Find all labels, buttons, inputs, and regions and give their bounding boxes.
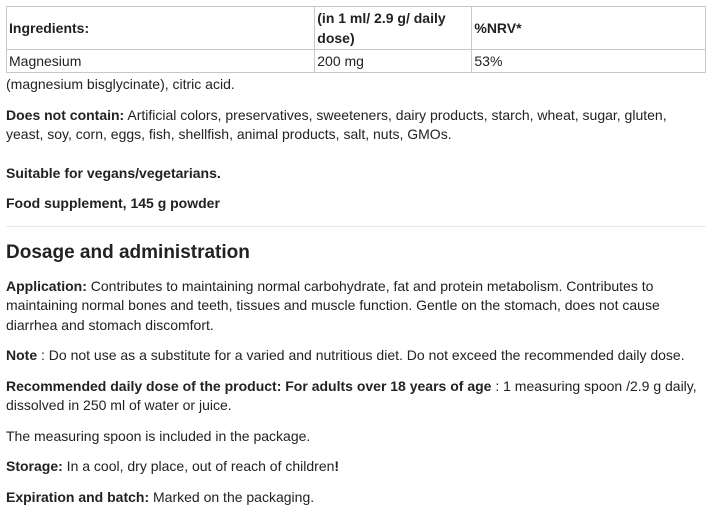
header-ingredients: Ingredients:	[7, 7, 315, 50]
header-dose: (in 1 ml/ 2.9 g/ daily dose)	[315, 7, 472, 50]
expiration	[6, 488, 706, 508]
section-divider	[6, 226, 706, 227]
does-not-contain	[6, 106, 706, 145]
note	[6, 346, 706, 366]
cell-ingredient-amount: 200 mg	[315, 50, 472, 73]
does-not-contain-text: Artificial colors, preservatives, sweeteners, dairy products, starch, wheat, sugar, gluten, yeast, soy, corn, eggs, fish, shellfish, animal products, salt, nuts, GMOs.	[6, 106, 667, 142]
section-title: Dosage and administration	[6, 241, 250, 263]
note-label: Note	[6, 347, 38, 363]
expiration-text: Marked on the packaging.	[149, 488, 315, 505]
ingredients-table	[6, 6, 706, 73]
cell-ingredient-nrv: 53%	[472, 50, 706, 73]
storage-label: Storage:	[6, 458, 63, 474]
table-header-row	[7, 7, 706, 50]
recommended-dose	[6, 377, 706, 416]
product-description	[0, 6, 712, 507]
header-nrv: %NRV*	[472, 7, 706, 50]
recommended-text: : 1 measuring spoon /2.9 g daily, dissolved in 250 ml of water or juice.	[6, 377, 697, 413]
table-row	[7, 50, 706, 73]
application	[6, 277, 706, 336]
application-text: Contributes to maintaining normal carbohydrate, fat and protein metabolism. Contributes to maintaining normal bones and teeth, tissues and muscle function. Gentle on the stomach, does not cause diarrhea and stomach discomfort.	[6, 277, 660, 333]
storage-text: In a cool, dry place, out of reach of children	[62, 458, 335, 474]
cell-ingredient-name: Magnesium	[7, 50, 315, 73]
food-supplement-text: Food supplement, 145 g powder	[6, 195, 220, 211]
suitable-text: Suitable for vegans/vegetarians.	[6, 164, 221, 181]
expiration-label: Expiration and batch:	[6, 488, 150, 505]
food-supplement-note	[6, 194, 706, 214]
storage-exclaim: !	[334, 458, 340, 474]
storage	[6, 457, 706, 477]
spoon-note: The measuring spoon is included in the package.	[6, 427, 311, 444]
application-label: Application:	[6, 277, 87, 294]
ingredients-tail: (magnesium bisglycinate), citric acid.	[6, 76, 235, 92]
note-text: : Do not use as a substitute for a varied and nutritious diet. Do not exceed the recommended daily dose.	[37, 347, 685, 363]
suitable-note	[6, 164, 706, 184]
does-not-contain-label: Does not contain:	[6, 106, 125, 123]
recommended-label: Recommended daily dose of the product: For adults over 18 years of age	[6, 377, 492, 394]
